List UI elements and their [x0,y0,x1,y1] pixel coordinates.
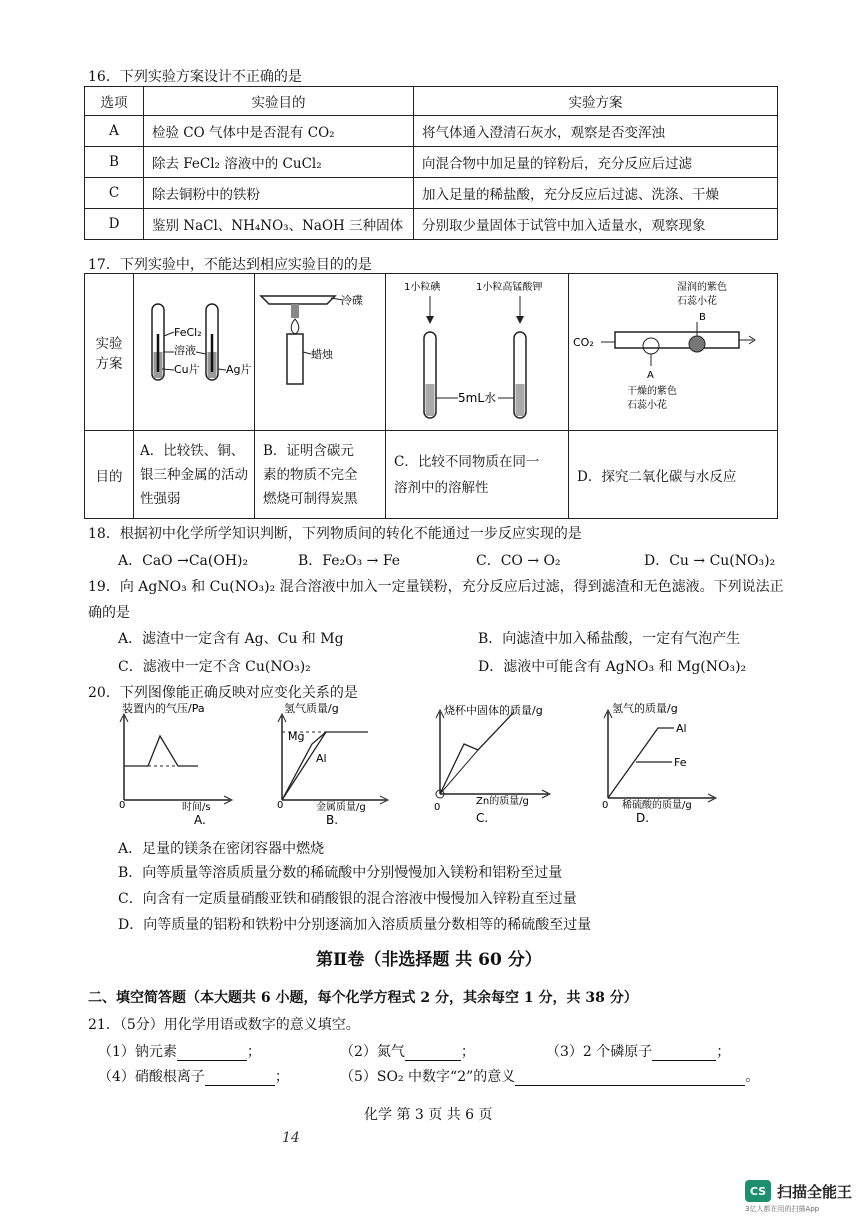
q17-fig-d [569,274,761,426]
graph-b-origin: 0 [277,800,284,811]
q17-goal-a [134,431,255,519]
goal-b-line: B．证明含碳元 [263,442,354,459]
q16-plan: 分别取少量固体于试管中加入适量水，观察现象 [414,209,778,240]
q21-item-1 [98,1041,261,1061]
q17-fig-d-cell [569,274,778,431]
graph-a-origin: 0 [119,800,126,811]
q18-option-a: A．CaO →Ca(OH)₂ [118,553,249,569]
semicolon: ； [716,1044,731,1060]
scanner-slogan: 3亿人都在用的扫描App [745,1205,820,1213]
q18-option-c: C．CO → O₂ [476,553,561,569]
fig-d-label-dry-1: 干燥的紫色 [627,386,677,397]
graph-d-xlabel: 稀硫酸的质量/g [622,800,692,811]
q16-header-option: 选项 [85,87,144,116]
fig-c-label-iodine: 1小粒碘 [404,282,441,293]
q16-option: D [85,209,144,240]
water-icon [516,384,525,416]
graph-b-xlabel: 金属质量/g [316,802,366,813]
graph-a-ylabel: 装置内的气压/Pa [122,702,205,715]
candle-icon [287,334,303,384]
arrow-head [516,316,524,324]
scanner-logo-icon: CS [745,1180,771,1202]
q17-fig-a-cell [134,274,255,431]
fig-b-label-candle: 蜡烛 [311,348,333,361]
soot-icon [291,304,299,318]
fig-c-label-kmno4: 1小粒高锰酸钾 [476,282,543,293]
fig-a-label-solution: 溶液 [174,344,196,357]
section-title: 二、填空简答题（本大题共 6 小题，每个化学方程式 2 分，其余每空 1 分，共 38 分） [88,990,638,1006]
graph-c-ylabel: 烧杯中固体的质量/g [444,704,543,717]
q17-fig-b [255,274,385,426]
scanner-name: 扫描全能王 [777,1182,853,1201]
q21-item-3 [546,1041,730,1061]
table-row [85,209,778,240]
fig-a-label-fecl2: FeCl₂ [174,326,202,339]
q16-table [84,86,778,240]
q17-label-scheme-1: 实验 [95,336,123,352]
q17-label-scheme-2: 方案 [95,356,123,372]
q20-stem: 20．下列图像能正确反映对应变化关系的是 [88,685,358,701]
q19-option-c: C．滤液中一定不含 Cu(NO₃)₂ [118,659,311,675]
q20-graph-d [596,700,726,828]
q19-option-b: B．向滤渣中加入稀盐酸，一定有气泡产生 [478,631,741,647]
table-row [85,178,778,209]
semicolon: ； [246,1044,261,1060]
goal-c-line: 溶剂中的溶解性 [394,479,489,496]
glass-tube-icon [615,332,739,348]
answer-blank[interactable] [205,1071,275,1086]
graph-a-tag: A. [194,813,206,827]
water-icon [426,384,435,416]
q21-item-5 [340,1066,759,1086]
q21-stem: 21．（5分）用化学用语或数字的意义填空。 [88,1017,360,1033]
pointer-line [303,352,311,354]
handwritten-mark: 14 [282,1130,300,1146]
pointer-line [196,352,206,354]
graph-d-origin: 0 [602,800,609,811]
fig-d-label-dry-2: 石蕊小花 [627,400,667,411]
q19-option-a: A．滤渣中一定含有 Ag、Cu 和 Mg [118,631,344,647]
graph-d-al-label: Al [676,722,687,735]
graph-b-al-label: Al [316,752,327,765]
fig-b-label-plate: 冷碟 [341,294,363,307]
q19-stem-1: 19．向 AgNO₃ 和 Cu(NO₃)₂ 混合溶液中加入一定量镁粉，充分反应后过滤，得到滤渣和无色滤液。下列说法正 [88,579,784,595]
goal-b-line: 素的物质不完全 [263,466,358,483]
q16-stem: 16．下列实验方案设计不正确的是 [88,69,302,85]
fig-d-label-a: A [647,370,654,381]
graph-c-xlabel: Zn的质量/g [476,796,529,807]
answer-blank[interactable] [652,1046,716,1061]
q19-stem-2: 确的是 [88,605,130,621]
q20-option-c: C．向含有一定质量硝酸亚铁和硝酸银的混合溶液中慢慢加入锌粉直至过量 [118,891,577,907]
graph-b-tag: B. [326,813,339,827]
q20-option-a: A．足量的镁条在密闭容器中燃烧 [118,841,325,857]
al-curve [608,728,674,798]
graph-b-mg-label: Mg [288,730,305,743]
arrow-head [426,316,434,324]
graph-d-ylabel: 氢气的质量/g [612,702,678,715]
q18-stem: 18．根据初中化学所学知识判断，下列物质间的转化不能通过一步反应实现的是 [88,526,582,542]
flower-a-icon [643,338,659,354]
goal-b-line: 燃烧可制得炭黑 [263,490,358,507]
q20-option-d: D．向等质量的铝粉和铁粉中分别逐滴加入溶质质量分数相等的稀硫酸至过量 [118,917,592,933]
period: 。 [745,1069,760,1085]
q18-option-b: B．Fe₂O₃ → Fe [298,553,401,569]
q17-table [84,273,778,519]
q16-plan: 加入足量的稀盐酸，充分反应后过滤、洗涤、干燥 [414,178,778,209]
q16-header-plan: 实验方案 [414,87,778,116]
cold-plate-icon [261,296,335,304]
q16-goal: 除去铜粉中的铁粉 [144,178,414,209]
graph-d-fe-label: Fe [674,756,687,769]
goal-c-line: C．比较不同物质在同一 [394,453,540,470]
q17-goal-b [255,431,386,519]
table-row [85,147,778,178]
q20-graph-c [424,700,574,828]
answer-blank[interactable] [515,1071,745,1086]
flower-b-icon [689,336,705,352]
semicolon: ； [274,1069,289,1085]
q21-item-2-label: （2）氮气 [340,1044,405,1060]
reference-line [440,750,478,794]
goal-d-line: D．探究二氧化碳与水反应 [577,468,737,485]
q20-option-b: B．向等质量等溶质质量分数的稀硫酸中分别慢慢加入镁粉和铝粉至过量 [118,865,563,881]
goal-a-line: 银三种金属的活动 [140,466,248,483]
q17-fig-c-cell [386,274,569,431]
flame-icon [291,319,299,334]
graph-c-tag: C. [476,811,489,825]
q20-graph-b [268,700,398,828]
fig-d-label-wet-1: 湿润的紫色 [677,282,727,293]
graph-b-ylabel: 氢气质量/g [284,702,339,715]
page-footer: 化学 第 3 页 共 6 页 [364,1107,493,1123]
q18-option-d: D．Cu → Cu(NO₃)₂ [644,553,776,569]
q17-fig-c [386,274,568,426]
q21-item-4-label: （4）硝酸根离子 [98,1069,205,1085]
q19-option-d: D．滤液中可能含有 AgNO₃ 和 Mg(NO₃)₂ [478,659,747,675]
answer-blank[interactable] [177,1046,247,1061]
q21-item-3-label: （3）2 个磷原子 [546,1044,653,1060]
fig-a-label-ag: Ag片 [226,363,252,376]
graph-a-xlabel: 时间/s [182,802,211,813]
goal-a-line: A．比较铁、铜、 [140,442,245,459]
q17-fig-b-cell [255,274,386,431]
goal-a-line: 性强弱 [140,490,181,507]
fig-a-label-cu: Cu片 [174,363,200,376]
fig-d-label-b: B [699,312,706,323]
q21-item-1-label: （1）钠元素 [98,1044,177,1060]
q17-label-goal: 目的 [85,431,134,519]
q17-goal-c [386,431,569,519]
answer-blank[interactable] [405,1046,461,1061]
pointer-line [164,332,174,336]
graph-c-origin: 0 [434,802,441,813]
q17-label-scheme [85,274,134,431]
q16-plan: 向混合物中加足量的锌粉后，充分反应后过滤 [414,147,778,178]
semicolon: ； [460,1044,475,1060]
q16-option: C [85,178,144,209]
q17-stem: 17．下列实验中，不能达到相应实验目的的是 [88,257,372,273]
pressure-curve [124,736,198,766]
q21-item-4 [98,1066,289,1086]
q16-goal: 除去 FeCl₂ 溶液中的 CuCl₂ [144,147,414,178]
q16-option: B [85,147,144,178]
q16-goal: 检验 CO 气体中是否混有 CO₂ [144,116,414,147]
q17-goal-d [569,431,778,519]
q20-graph-a [108,700,268,828]
q21-item-2 [340,1041,475,1061]
q17-fig-a [134,274,252,426]
q16-plan: 将气体通入澄清石灰水，观察是否变浑浊 [414,116,778,147]
fig-c-label-water: 5mL水 [458,391,497,405]
fig-d-label-wet-2: 石蕊小花 [677,296,717,307]
fig-d-label-co2: CO₂ [573,336,594,349]
part2-title: 第Ⅱ卷（非选择题 共 60 分） [316,950,542,970]
q21-item-5-label: （5）SO₂ 中数字“2”的意义 [340,1069,516,1085]
table-row [85,116,778,147]
q16-option: A [85,116,144,147]
q16-header-goal: 实验目的 [144,87,414,116]
scanner-watermark [745,1180,852,1214]
pointer-line [218,369,226,370]
graph-d-tag: D. [636,811,650,825]
q16-goal: 鉴别 NaCl、NH₄NO₃、NaOH 三种固体 [144,209,414,240]
